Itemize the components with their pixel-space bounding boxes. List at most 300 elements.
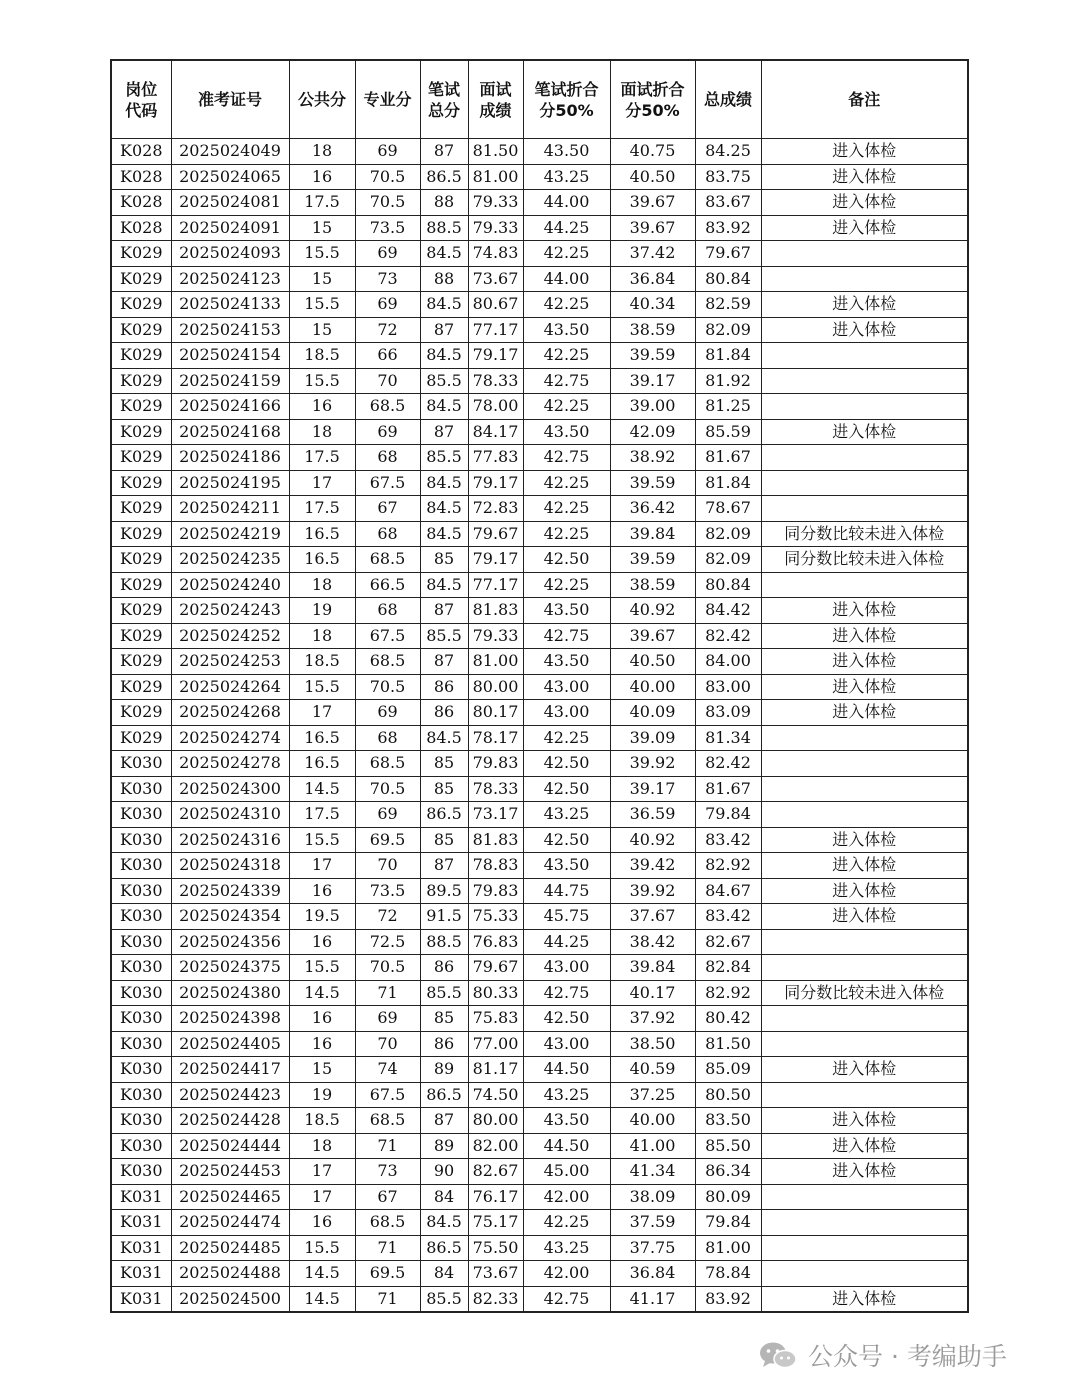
cell-written50: 43.00 — [523, 1031, 610, 1057]
table-row — [111, 572, 968, 598]
cell-total: 83.75 — [695, 164, 761, 190]
cell-interview: 82.00 — [468, 1133, 523, 1159]
cell-total: 83.42 — [695, 827, 761, 853]
cell-post: K029 — [111, 241, 171, 267]
cell-total: 82.92 — [695, 853, 761, 879]
cell-ticket: 2025024240 — [171, 572, 289, 598]
table-row — [111, 547, 968, 573]
cell-post: K031 — [111, 1184, 171, 1210]
table-row — [111, 1261, 968, 1287]
cell-public: 14.5 — [289, 980, 355, 1006]
table-body — [111, 139, 968, 1313]
cell-major: 69 — [355, 700, 420, 726]
cell-public: 15.5 — [289, 241, 355, 267]
cell-remark: 同分数比较未进入体检 — [761, 980, 968, 1006]
cell-remark: 进入体检 — [761, 164, 968, 190]
cell-public: 15.5 — [289, 368, 355, 394]
cell-written_total: 89 — [420, 1133, 468, 1159]
cell-ticket: 2025024123 — [171, 266, 289, 292]
cell-total: 85.50 — [695, 1133, 761, 1159]
cell-interview: 75.33 — [468, 904, 523, 930]
cell-interview: 78.33 — [468, 776, 523, 802]
cell-total: 79.84 — [695, 1210, 761, 1236]
cell-remark: 进入体检 — [761, 623, 968, 649]
cell-remark: 同分数比较未进入体检 — [761, 547, 968, 573]
cell-interview50: 38.50 — [610, 1031, 695, 1057]
table-row — [111, 878, 968, 904]
cell-written_total: 84.5 — [420, 343, 468, 369]
table-row — [111, 1057, 968, 1083]
cell-major: 67 — [355, 1184, 420, 1210]
cell-ticket: 2025024186 — [171, 445, 289, 471]
cell-interview: 72.83 — [468, 496, 523, 522]
cell-ticket: 2025024405 — [171, 1031, 289, 1057]
cell-interview50: 38.59 — [610, 317, 695, 343]
cell-remark — [761, 394, 968, 420]
cell-written50: 43.50 — [523, 317, 610, 343]
cell-public: 16.5 — [289, 521, 355, 547]
cell-public: 17.5 — [289, 496, 355, 522]
table-row — [111, 241, 968, 267]
cell-interview: 79.17 — [468, 470, 523, 496]
cell-public: 19 — [289, 1082, 355, 1108]
cell-written50: 42.25 — [523, 343, 610, 369]
cell-remark — [761, 266, 968, 292]
cell-interview50: 39.67 — [610, 623, 695, 649]
cell-remark: 进入体检 — [761, 878, 968, 904]
cell-interview50: 39.59 — [610, 547, 695, 573]
cell-ticket: 2025024243 — [171, 598, 289, 624]
cell-major: 67.5 — [355, 623, 420, 649]
cell-remark: 进入体检 — [761, 317, 968, 343]
cell-major: 70.5 — [355, 190, 420, 216]
cell-interview50: 40.09 — [610, 700, 695, 726]
cell-major: 66 — [355, 343, 420, 369]
cell-written_total: 87 — [420, 853, 468, 879]
cell-post: K031 — [111, 1261, 171, 1287]
cell-remark — [761, 1210, 968, 1236]
cell-major: 74 — [355, 1057, 420, 1083]
cell-interview50: 39.09 — [610, 725, 695, 751]
cell-remark — [761, 572, 968, 598]
cell-written50: 42.25 — [523, 292, 610, 318]
cell-remark: 进入体检 — [761, 1159, 968, 1185]
table-row — [111, 317, 968, 343]
cell-total: 81.25 — [695, 394, 761, 420]
cell-post: K029 — [111, 521, 171, 547]
cell-total: 80.09 — [695, 1184, 761, 1210]
cell-interview50: 39.84 — [610, 955, 695, 981]
cell-ticket: 2025024488 — [171, 1261, 289, 1287]
table-row — [111, 139, 968, 165]
cell-interview50: 39.00 — [610, 394, 695, 420]
cell-major: 67.5 — [355, 470, 420, 496]
cell-interview50: 40.34 — [610, 292, 695, 318]
cell-interview50: 40.50 — [610, 164, 695, 190]
table-row — [111, 1235, 968, 1261]
cell-written50: 42.50 — [523, 827, 610, 853]
cell-interview50: 36.84 — [610, 1261, 695, 1287]
table-row — [111, 470, 968, 496]
cell-ticket: 2025024252 — [171, 623, 289, 649]
cell-interview50: 40.17 — [610, 980, 695, 1006]
wechat-official-account-icon — [758, 1340, 798, 1370]
cell-written50: 42.25 — [523, 521, 610, 547]
cell-written_total: 86 — [420, 955, 468, 981]
cell-interview50: 39.92 — [610, 751, 695, 777]
cell-public: 16 — [289, 1031, 355, 1057]
cell-post: K030 — [111, 1133, 171, 1159]
cell-interview50: 39.42 — [610, 853, 695, 879]
cell-public: 18.5 — [289, 649, 355, 675]
cell-total: 84.42 — [695, 598, 761, 624]
cell-interview: 74.50 — [468, 1082, 523, 1108]
cell-remark — [761, 368, 968, 394]
cell-remark — [761, 1235, 968, 1261]
cell-post: K029 — [111, 623, 171, 649]
cell-interview: 80.00 — [468, 674, 523, 700]
cell-written_total: 84.5 — [420, 394, 468, 420]
table-row — [111, 827, 968, 853]
cell-public: 17 — [289, 853, 355, 879]
cell-post: K029 — [111, 470, 171, 496]
cell-major: 71 — [355, 1235, 420, 1261]
cell-written_total: 86.5 — [420, 164, 468, 190]
cell-post: K028 — [111, 139, 171, 165]
cell-major: 68.5 — [355, 751, 420, 777]
cell-written50: 43.50 — [523, 649, 610, 675]
cell-remark — [761, 776, 968, 802]
cell-remark — [761, 241, 968, 267]
cell-ticket: 2025024195 — [171, 470, 289, 496]
cell-written50: 43.50 — [523, 139, 610, 165]
cell-public: 19 — [289, 598, 355, 624]
cell-written_total: 87 — [420, 649, 468, 675]
cell-major: 70 — [355, 853, 420, 879]
cell-written_total: 84.5 — [420, 496, 468, 522]
cell-interview50: 42.09 — [610, 419, 695, 445]
cell-ticket: 2025024268 — [171, 700, 289, 726]
cell-interview: 77.00 — [468, 1031, 523, 1057]
cell-total: 78.67 — [695, 496, 761, 522]
cell-interview: 80.17 — [468, 700, 523, 726]
cell-major: 68 — [355, 521, 420, 547]
cell-interview50: 41.17 — [610, 1286, 695, 1312]
cell-public: 15.5 — [289, 955, 355, 981]
table-row — [111, 1006, 968, 1032]
cell-major: 73 — [355, 266, 420, 292]
cell-major: 73.5 — [355, 878, 420, 904]
cell-major: 70 — [355, 368, 420, 394]
score-table — [110, 59, 969, 1313]
cell-remark — [761, 1031, 968, 1057]
cell-written_total: 86.5 — [420, 802, 468, 828]
cell-post: K030 — [111, 955, 171, 981]
cell-post: K029 — [111, 572, 171, 598]
cell-post: K030 — [111, 980, 171, 1006]
cell-interview50: 36.42 — [610, 496, 695, 522]
cell-public: 16 — [289, 1210, 355, 1236]
cell-major: 69 — [355, 241, 420, 267]
cell-written50: 44.75 — [523, 878, 610, 904]
cell-written50: 43.25 — [523, 1235, 610, 1261]
cell-interview: 79.83 — [468, 751, 523, 777]
cell-written50: 43.50 — [523, 419, 610, 445]
cell-post: K031 — [111, 1235, 171, 1261]
cell-total: 81.92 — [695, 368, 761, 394]
cell-public: 16 — [289, 164, 355, 190]
cell-total: 81.84 — [695, 343, 761, 369]
cell-remark — [761, 802, 968, 828]
cell-total: 80.42 — [695, 1006, 761, 1032]
cell-public: 16.5 — [289, 547, 355, 573]
cell-written_total: 85 — [420, 827, 468, 853]
cell-post: K029 — [111, 343, 171, 369]
cell-interview50: 37.92 — [610, 1006, 695, 1032]
cell-major: 68.5 — [355, 1210, 420, 1236]
cell-interview: 77.83 — [468, 445, 523, 471]
cell-ticket: 2025024049 — [171, 139, 289, 165]
cell-written_total: 90 — [420, 1159, 468, 1185]
cell-major: 69 — [355, 419, 420, 445]
cell-public: 16.5 — [289, 725, 355, 751]
table-row — [111, 980, 968, 1006]
cell-public: 15 — [289, 266, 355, 292]
cell-total: 80.50 — [695, 1082, 761, 1108]
cell-total: 81.50 — [695, 1031, 761, 1057]
cell-written50: 42.50 — [523, 547, 610, 573]
cell-ticket: 2025024253 — [171, 649, 289, 675]
cell-written50: 44.50 — [523, 1057, 610, 1083]
cell-interview: 76.83 — [468, 929, 523, 955]
table-row — [111, 955, 968, 981]
cell-interview: 79.33 — [468, 623, 523, 649]
cell-major: 67.5 — [355, 1082, 420, 1108]
cell-public: 18.5 — [289, 343, 355, 369]
cell-public: 15.5 — [289, 827, 355, 853]
cell-written_total: 85.5 — [420, 623, 468, 649]
cell-written_total: 87 — [420, 139, 468, 165]
table-row — [111, 904, 968, 930]
column-header-public: 公共分 — [289, 60, 355, 139]
cell-written_total: 86 — [420, 674, 468, 700]
cell-written_total: 84 — [420, 1261, 468, 1287]
cell-major: 69.5 — [355, 1261, 420, 1287]
cell-written50: 42.00 — [523, 1184, 610, 1210]
cell-remark: 进入体检 — [761, 139, 968, 165]
cell-written_total: 84.5 — [420, 1210, 468, 1236]
cell-ticket: 2025024235 — [171, 547, 289, 573]
cell-ticket: 2025024398 — [171, 1006, 289, 1032]
cell-public: 19.5 — [289, 904, 355, 930]
cell-written_total: 84.5 — [420, 572, 468, 598]
cell-written50: 43.50 — [523, 1108, 610, 1134]
cell-written_total: 87 — [420, 317, 468, 343]
cell-remark — [761, 725, 968, 751]
cell-total: 83.67 — [695, 190, 761, 216]
cell-public: 16 — [289, 878, 355, 904]
cell-ticket: 2025024153 — [171, 317, 289, 343]
cell-post: K029 — [111, 317, 171, 343]
cell-post: K028 — [111, 164, 171, 190]
cell-written50: 44.00 — [523, 190, 610, 216]
cell-remark: 进入体检 — [761, 853, 968, 879]
cell-written50: 44.50 — [523, 1133, 610, 1159]
cell-major: 71 — [355, 980, 420, 1006]
cell-interview50: 39.84 — [610, 521, 695, 547]
cell-total: 81.84 — [695, 470, 761, 496]
cell-interview: 76.17 — [468, 1184, 523, 1210]
cell-remark: 进入体检 — [761, 649, 968, 675]
table-row — [111, 1108, 968, 1134]
table-row — [111, 649, 968, 675]
cell-ticket: 2025024444 — [171, 1133, 289, 1159]
cell-written50: 42.75 — [523, 980, 610, 1006]
cell-written_total: 87 — [420, 419, 468, 445]
cell-major: 72.5 — [355, 929, 420, 955]
cell-total: 81.00 — [695, 1235, 761, 1261]
cell-interview: 79.83 — [468, 878, 523, 904]
cell-written_total: 84.5 — [420, 521, 468, 547]
table-row — [111, 496, 968, 522]
cell-remark — [761, 1261, 968, 1287]
cell-post: K030 — [111, 1108, 171, 1134]
cell-written_total: 84 — [420, 1184, 468, 1210]
cell-total: 78.84 — [695, 1261, 761, 1287]
cell-total: 81.67 — [695, 776, 761, 802]
cell-written50: 42.50 — [523, 751, 610, 777]
cell-ticket: 2025024278 — [171, 751, 289, 777]
cell-post: K030 — [111, 802, 171, 828]
cell-total: 85.09 — [695, 1057, 761, 1083]
cell-ticket: 2025024310 — [171, 802, 289, 828]
cell-total: 79.67 — [695, 241, 761, 267]
cell-post: K029 — [111, 496, 171, 522]
cell-interview: 75.50 — [468, 1235, 523, 1261]
cell-total: 81.67 — [695, 445, 761, 471]
cell-major: 69.5 — [355, 827, 420, 853]
table-row — [111, 521, 968, 547]
cell-public: 16 — [289, 929, 355, 955]
cell-remark — [761, 1006, 968, 1032]
cell-post: K029 — [111, 445, 171, 471]
cell-written50: 43.25 — [523, 802, 610, 828]
cell-interview: 79.33 — [468, 215, 523, 241]
cell-total: 82.84 — [695, 955, 761, 981]
cell-total: 82.09 — [695, 521, 761, 547]
cell-ticket: 2025024274 — [171, 725, 289, 751]
cell-remark — [761, 929, 968, 955]
cell-interview: 84.17 — [468, 419, 523, 445]
cell-interview: 81.83 — [468, 598, 523, 624]
cell-interview: 79.67 — [468, 955, 523, 981]
column-header-written50: 笔试折合 分50% — [523, 60, 610, 139]
cell-written_total: 86 — [420, 700, 468, 726]
cell-major: 72 — [355, 317, 420, 343]
cell-major: 72 — [355, 904, 420, 930]
cell-major: 68 — [355, 445, 420, 471]
cell-interview50: 36.59 — [610, 802, 695, 828]
cell-public: 14.5 — [289, 776, 355, 802]
cell-remark: 进入体检 — [761, 598, 968, 624]
cell-remark — [761, 1184, 968, 1210]
cell-ticket: 2025024264 — [171, 674, 289, 700]
cell-remark: 进入体检 — [761, 700, 968, 726]
cell-remark — [761, 955, 968, 981]
cell-ticket: 2025024423 — [171, 1082, 289, 1108]
cell-post: K030 — [111, 1082, 171, 1108]
cell-remark: 进入体检 — [761, 1133, 968, 1159]
cell-ticket: 2025024465 — [171, 1184, 289, 1210]
table-row — [111, 343, 968, 369]
cell-interview50: 41.00 — [610, 1133, 695, 1159]
cell-total: 83.09 — [695, 700, 761, 726]
table-row — [111, 1184, 968, 1210]
cell-major: 66.5 — [355, 572, 420, 598]
cell-post: K029 — [111, 419, 171, 445]
cell-post: K030 — [111, 1031, 171, 1057]
cell-written_total: 85.5 — [420, 368, 468, 394]
cell-written_total: 85 — [420, 776, 468, 802]
cell-written50: 42.75 — [523, 1286, 610, 1312]
cell-public: 16 — [289, 1006, 355, 1032]
cell-remark — [761, 496, 968, 522]
cell-written50: 42.25 — [523, 1210, 610, 1236]
cell-total: 79.84 — [695, 802, 761, 828]
cell-written_total: 88.5 — [420, 929, 468, 955]
table-row — [111, 674, 968, 700]
cell-remark — [761, 445, 968, 471]
cell-interview50: 37.67 — [610, 904, 695, 930]
cell-interview: 73.67 — [468, 266, 523, 292]
cell-major: 69 — [355, 139, 420, 165]
cell-remark: 进入体检 — [761, 1057, 968, 1083]
cell-total: 82.92 — [695, 980, 761, 1006]
table-row — [111, 802, 968, 828]
table-row — [111, 751, 968, 777]
cell-major: 69 — [355, 802, 420, 828]
cell-written50: 44.25 — [523, 215, 610, 241]
cell-total: 86.34 — [695, 1159, 761, 1185]
cell-remark: 同分数比较未进入体检 — [761, 521, 968, 547]
cell-major: 68.5 — [355, 1108, 420, 1134]
column-header-ticket: 准考证号 — [171, 60, 289, 139]
cell-interview50: 39.92 — [610, 878, 695, 904]
cell-interview: 73.67 — [468, 1261, 523, 1287]
cell-major: 69 — [355, 292, 420, 318]
cell-post: K029 — [111, 547, 171, 573]
table-row — [111, 1031, 968, 1057]
cell-interview: 79.17 — [468, 343, 523, 369]
cell-major: 68 — [355, 598, 420, 624]
cell-public: 15.5 — [289, 1235, 355, 1261]
cell-ticket: 2025024375 — [171, 955, 289, 981]
cell-written_total: 87 — [420, 598, 468, 624]
cell-ticket: 2025024316 — [171, 827, 289, 853]
table-row — [111, 266, 968, 292]
cell-interview: 77.17 — [468, 317, 523, 343]
cell-interview50: 38.92 — [610, 445, 695, 471]
cell-public: 14.5 — [289, 1286, 355, 1312]
cell-ticket: 2025024485 — [171, 1235, 289, 1261]
table-row — [111, 164, 968, 190]
cell-post: K029 — [111, 649, 171, 675]
table-row — [111, 623, 968, 649]
cell-ticket: 2025024354 — [171, 904, 289, 930]
cell-major: 71 — [355, 1286, 420, 1312]
cell-interview: 78.17 — [468, 725, 523, 751]
table-row — [111, 1159, 968, 1185]
